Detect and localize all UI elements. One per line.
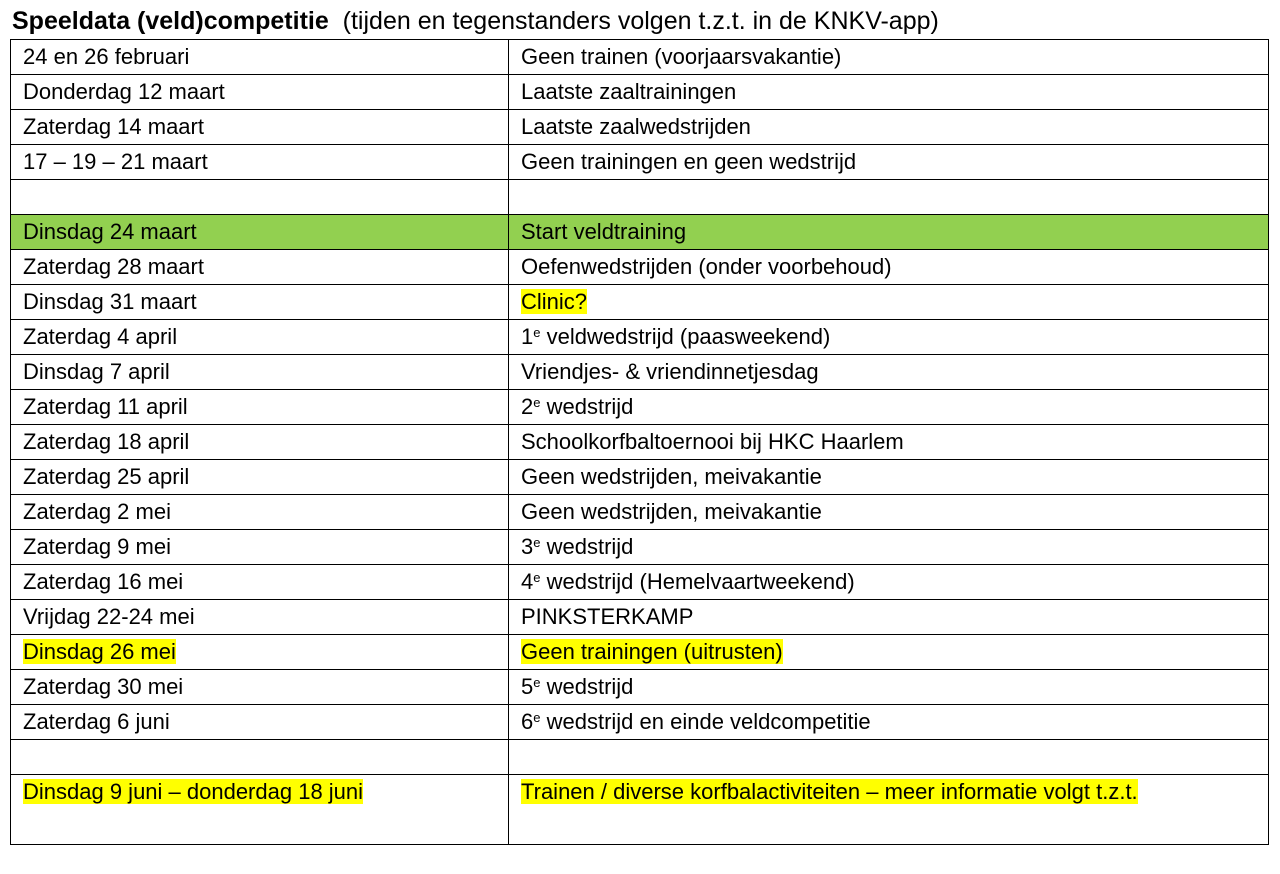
table-row <box>11 145 1269 180</box>
event-text-highlighted: Trainen / diverse korfbalactiviteiten – meer informatie volgt t.z.t. <box>521 779 1138 804</box>
event-text: Schoolkorfbaltoernooi bij HKC Haarlem <box>521 429 904 454</box>
table-row-highlighted-green <box>11 215 1269 250</box>
date-text: Zaterdag 30 mei <box>23 674 184 699</box>
event-text: PINKSTERKAMP <box>521 604 694 629</box>
table-row <box>11 320 1269 355</box>
date-cell <box>11 110 509 145</box>
date-cell <box>11 40 509 75</box>
ordinal-suffix: e <box>533 324 541 340</box>
event-cell <box>509 110 1269 145</box>
date-text-highlighted: Dinsdag 26 mei <box>23 639 176 664</box>
event-text-highlighted: Clinic? <box>521 289 588 314</box>
event-cell <box>509 75 1269 110</box>
event-text: Geen wedstrijden, meivakantie <box>521 499 822 524</box>
event-cell <box>509 635 1269 670</box>
event-cell <box>509 565 1269 600</box>
table-row-last <box>11 775 1269 845</box>
date-cell <box>11 215 509 250</box>
event-text: Geen trainingen en geen wedstrijd <box>521 149 857 174</box>
title-bold: Speeldata (veld)competitie <box>12 7 329 35</box>
event-cell <box>509 705 1269 740</box>
date-cell <box>11 250 509 285</box>
event-cell <box>509 180 1269 215</box>
event-text: wedstrijd <box>540 394 634 419</box>
event-text: wedstrijd (Hemelvaartweekend) <box>540 569 855 594</box>
table-row <box>11 75 1269 110</box>
schedule-table <box>10 39 1269 845</box>
date-cell <box>11 145 509 180</box>
table-row <box>11 40 1269 75</box>
ordinal-number: 6 <box>521 709 534 734</box>
ordinal-number: 3 <box>521 534 534 559</box>
event-text: Laatste zaaltrainingen <box>521 79 737 104</box>
date-text: 17 – 19 – 21 maart <box>23 149 208 174</box>
event-cell <box>509 145 1269 180</box>
date-text: Vrijdag 22-24 mei <box>23 604 195 629</box>
event-text: Geen trainen (voorjaarsvakantie) <box>521 44 842 69</box>
table-row <box>11 110 1269 145</box>
event-text: wedstrijd <box>540 534 634 559</box>
date-text: Dinsdag 24 maart <box>23 219 197 244</box>
event-text: wedstrijd en einde veldcompetitie <box>540 709 871 734</box>
date-text: Zaterdag 25 april <box>23 464 190 489</box>
date-cell <box>11 600 509 635</box>
date-cell <box>11 425 509 460</box>
date-cell <box>11 460 509 495</box>
date-cell <box>11 285 509 320</box>
table-row <box>11 425 1269 460</box>
ordinal-number: 4 <box>521 569 534 594</box>
table-row-empty <box>11 180 1269 215</box>
event-cell <box>509 460 1269 495</box>
table-row <box>11 390 1269 425</box>
event-text: Vriendjes- & vriendinnetjesdag <box>521 359 819 384</box>
table-row <box>11 250 1269 285</box>
ordinal-suffix: e <box>533 709 541 725</box>
event-cell <box>509 425 1269 460</box>
event-cell <box>509 250 1269 285</box>
date-text: Zaterdag 4 april <box>23 324 178 349</box>
table-row <box>11 530 1269 565</box>
ordinal-number: 5 <box>521 674 534 699</box>
date-cell <box>11 775 509 845</box>
date-cell <box>11 180 509 215</box>
page-title <box>12 3 939 39</box>
date-text: Zaterdag 2 mei <box>23 499 171 524</box>
date-cell <box>11 635 509 670</box>
date-text: Zaterdag 18 april <box>23 429 190 454</box>
event-cell <box>509 600 1269 635</box>
event-text: Oefenwedstrijden (onder voorbehoud) <box>521 254 892 279</box>
ordinal-suffix: e <box>533 394 541 410</box>
event-cell <box>509 775 1269 845</box>
date-cell <box>11 320 509 355</box>
event-cell <box>509 495 1269 530</box>
date-text: Zaterdag 28 maart <box>23 254 204 279</box>
event-text: wedstrijd <box>540 674 634 699</box>
table-row <box>11 600 1269 635</box>
title-subtitle: (tijden en tegenstanders volgen t.z.t. in de KNKV-app) <box>342 7 939 35</box>
date-cell <box>11 495 509 530</box>
date-cell <box>11 75 509 110</box>
date-text: Zaterdag 11 april <box>23 394 188 419</box>
event-cell <box>509 740 1269 775</box>
table-row <box>11 705 1269 740</box>
table-row <box>11 285 1269 320</box>
date-text: Zaterdag 14 maart <box>23 114 204 139</box>
date-text: Zaterdag 9 mei <box>23 534 171 559</box>
date-text: Dinsdag 31 maart <box>23 289 197 314</box>
table-row-empty <box>11 740 1269 775</box>
event-text: veldwedstrijd (paasweekend) <box>540 324 831 349</box>
table-row <box>11 670 1269 705</box>
event-cell <box>509 390 1269 425</box>
event-cell <box>509 320 1269 355</box>
date-cell <box>11 355 509 390</box>
table-row <box>11 460 1269 495</box>
table-row <box>11 635 1269 670</box>
date-cell <box>11 530 509 565</box>
event-text: Laatste zaalwedstrijden <box>521 114 751 139</box>
date-cell <box>11 740 509 775</box>
date-text: 24 en 26 februari <box>23 44 190 69</box>
table-row <box>11 565 1269 600</box>
date-cell <box>11 390 509 425</box>
event-text-highlighted: Geen trainingen (uitrusten) <box>521 639 783 664</box>
date-text-highlighted: Dinsdag 9 juni – donderdag 18 juni <box>23 779 364 804</box>
event-cell <box>509 355 1269 390</box>
date-cell <box>11 670 509 705</box>
event-text: Geen wedstrijden, meivakantie <box>521 464 822 489</box>
date-text: Zaterdag 6 juni <box>23 709 170 734</box>
ordinal-suffix: e <box>533 674 541 690</box>
date-text: Zaterdag 16 mei <box>23 569 184 594</box>
table-row <box>11 495 1269 530</box>
date-cell <box>11 705 509 740</box>
event-cell <box>509 215 1269 250</box>
event-cell <box>509 670 1269 705</box>
event-text: Start veldtraining <box>521 219 687 244</box>
ordinal-suffix: e <box>533 569 541 585</box>
event-cell <box>509 285 1269 320</box>
event-cell <box>509 40 1269 75</box>
event-cell <box>509 530 1269 565</box>
date-cell <box>11 565 509 600</box>
date-text: Dinsdag 7 april <box>23 359 170 384</box>
table-row <box>11 355 1269 390</box>
ordinal-suffix: e <box>533 534 541 550</box>
ordinal-number: 1 <box>521 324 534 349</box>
ordinal-number: 2 <box>521 394 534 419</box>
date-text: Donderdag 12 maart <box>23 79 225 104</box>
